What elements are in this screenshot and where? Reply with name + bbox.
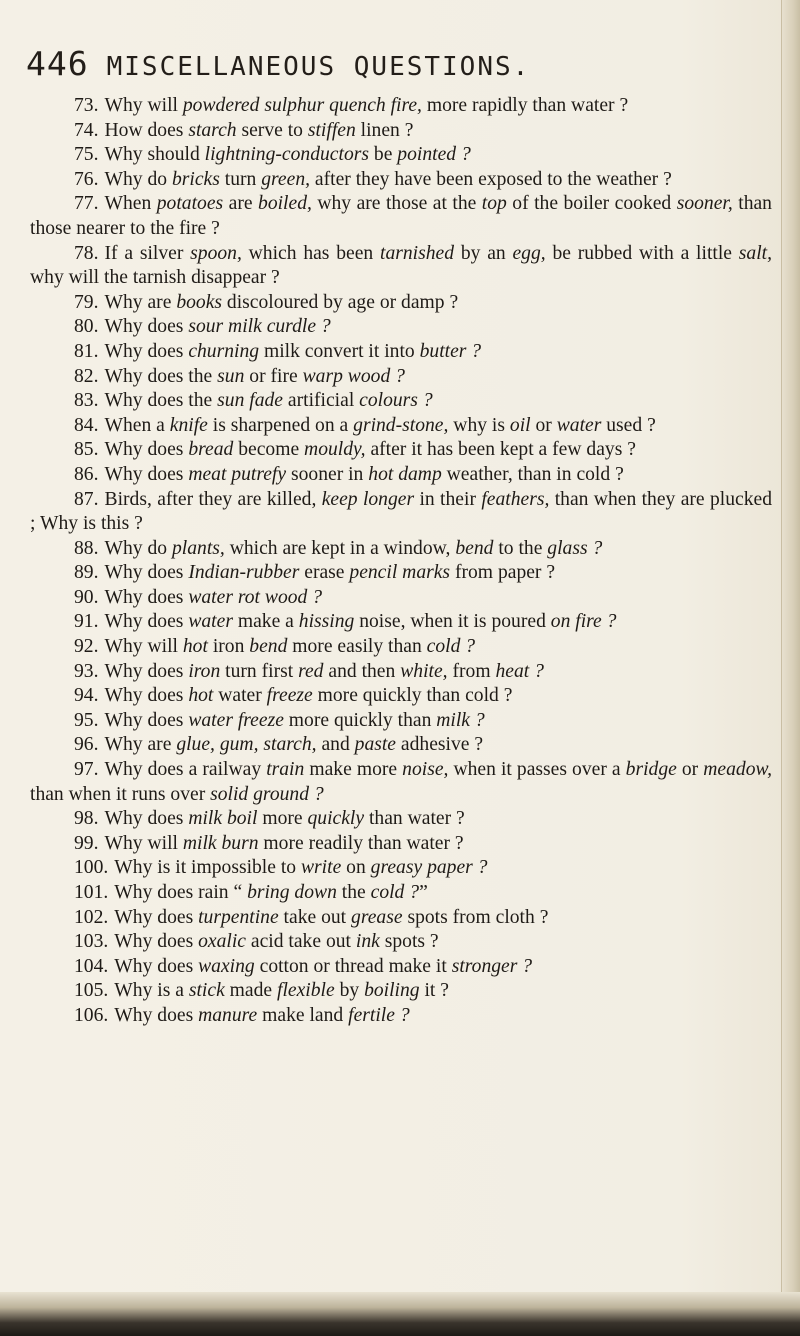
question-text: acid take out xyxy=(245,931,356,953)
question-item xyxy=(30,463,772,488)
question-emphasis: sun fade xyxy=(217,390,283,412)
question-text: than when they are plucked ; Why is this ? xyxy=(30,488,772,535)
question-emphasis: bricks xyxy=(171,168,220,190)
question-text: more xyxy=(257,808,308,830)
question-item xyxy=(30,168,772,193)
question-text: more readily than water ? xyxy=(258,832,464,854)
question-emphasis: hot xyxy=(182,636,208,658)
question-emphasis: water xyxy=(556,414,602,436)
question-text: by xyxy=(334,980,365,1002)
question-number: 91. xyxy=(74,611,99,633)
question-emphasis: glass ? xyxy=(547,537,603,559)
question-emphasis: cold ? xyxy=(426,636,476,658)
question-text: Why will xyxy=(104,636,183,658)
question-number: 74. xyxy=(74,119,99,141)
question-emphasis: potatoes xyxy=(156,193,224,215)
question-text: Why should xyxy=(104,144,205,166)
question-item xyxy=(30,365,772,390)
question-text: noise, when it is poured xyxy=(354,611,551,633)
question-item xyxy=(30,537,772,562)
question-emphasis: green, xyxy=(261,168,311,190)
question-text: turn xyxy=(219,168,262,190)
question-item xyxy=(30,635,772,660)
question-text: Why do xyxy=(104,168,172,190)
question-number: 94. xyxy=(74,685,99,707)
question-text: used ? xyxy=(601,414,656,436)
question-text: make land xyxy=(257,1004,349,1026)
question-number: 103. xyxy=(74,931,109,953)
question-text: Why does the xyxy=(104,365,218,387)
question-text: How does xyxy=(104,119,189,141)
question-number: 90. xyxy=(74,586,99,608)
question-text: If a silver xyxy=(104,242,191,264)
question-emphasis: milk burn xyxy=(182,832,259,854)
question-text: Why does a railway xyxy=(104,759,267,781)
question-emphasis: colours ? xyxy=(359,390,433,412)
question-text: serve to xyxy=(236,119,308,141)
question-emphasis: knife xyxy=(169,414,208,436)
question-emphasis: feathers, xyxy=(481,488,550,510)
question-emphasis: sooner, xyxy=(676,193,733,215)
question-item xyxy=(30,955,772,980)
page-edge xyxy=(781,0,800,1336)
question-emphasis: grind-stone, xyxy=(353,414,449,436)
question-emphasis: lightning-conductors xyxy=(204,144,369,166)
question-text: why is xyxy=(448,414,510,436)
question-number: 88. xyxy=(74,537,99,559)
question-text: than those nearer to the fire ? xyxy=(30,193,772,239)
question-text: after they have been exposed to the weather ? xyxy=(310,168,672,190)
question-emphasis: paste xyxy=(354,734,396,756)
question-emphasis: solid ground ? xyxy=(210,783,324,805)
question-emphasis: ink xyxy=(355,931,380,953)
question-emphasis: water xyxy=(188,611,233,633)
question-number: 89. xyxy=(74,562,99,584)
question-text: and then xyxy=(323,660,401,682)
question-text: When a xyxy=(104,414,170,436)
question-emphasis: stick xyxy=(188,980,225,1002)
question-emphasis: quickly xyxy=(307,808,365,830)
question-number: 92. xyxy=(74,636,99,658)
question-emphasis: bring down xyxy=(247,882,337,903)
question-text: Why does rain “ xyxy=(114,882,248,903)
question-number: 105. xyxy=(74,980,109,1002)
question-item xyxy=(30,119,772,144)
question-text: from xyxy=(447,660,496,682)
question-emphasis: freeze xyxy=(266,685,313,707)
question-number: 84. xyxy=(74,414,99,436)
question-item xyxy=(30,414,772,439)
question-emphasis: flexible xyxy=(277,980,335,1002)
question-item xyxy=(30,192,772,241)
running-head: MISCELLANEOUS QUESTIONS. xyxy=(106,52,531,82)
question-text: more quickly than cold ? xyxy=(312,685,513,707)
question-item xyxy=(30,930,772,955)
question-text: or xyxy=(676,759,704,781)
question-emphasis: stronger ? xyxy=(451,955,533,977)
question-emphasis: books xyxy=(176,291,223,313)
question-item xyxy=(30,291,772,316)
question-text: Why does xyxy=(104,685,189,707)
question-emphasis: oxalic xyxy=(198,931,246,953)
question-emphasis: fertile ? xyxy=(348,1004,410,1026)
question-text: and xyxy=(316,734,355,756)
question-text: Why does xyxy=(104,439,189,461)
question-emphasis: Indian-rubber xyxy=(188,562,300,584)
question-text: Why does xyxy=(104,586,189,608)
question-emphasis: churning xyxy=(188,340,260,362)
question-number: 93. xyxy=(74,660,99,682)
question-number: 96. xyxy=(74,734,99,756)
question-item xyxy=(30,709,772,734)
question-number: 87. xyxy=(74,488,99,510)
question-emphasis: oil xyxy=(509,414,531,436)
question-emphasis: pointed ? xyxy=(397,144,471,166)
question-number: 106. xyxy=(74,1004,109,1026)
question-text: make a xyxy=(232,611,299,633)
question-emphasis: warp wood ? xyxy=(302,365,405,387)
question-text: When xyxy=(104,193,157,215)
question-emphasis: boiling xyxy=(364,980,420,1002)
question-number: 76. xyxy=(74,168,99,190)
question-emphasis: cold ? xyxy=(370,882,420,903)
question-item xyxy=(30,906,772,931)
question-emphasis: starch xyxy=(188,119,237,141)
question-text: erase xyxy=(299,562,350,584)
question-emphasis: hot damp xyxy=(368,463,442,485)
question-item xyxy=(30,1004,772,1029)
page-number: 446 xyxy=(26,44,89,83)
question-text: Why does xyxy=(104,709,189,731)
question-text: the xyxy=(336,882,371,903)
question-text: is sharpened on a xyxy=(207,414,354,436)
question-text: Why does xyxy=(104,340,189,362)
question-text: cotton or thread make it xyxy=(254,955,452,977)
question-text: Why will xyxy=(104,95,183,116)
question-text: when it passes over a xyxy=(448,759,626,781)
question-emphasis: glue, gum, starch, xyxy=(176,734,317,756)
question-text: water xyxy=(213,685,267,707)
question-number: 102. xyxy=(74,906,109,928)
question-text: Why does xyxy=(104,562,189,584)
question-item xyxy=(30,340,772,365)
question-text: Why will xyxy=(104,832,183,854)
question-item xyxy=(30,561,772,586)
question-text: Why does xyxy=(114,906,199,928)
question-emphasis: meadow, xyxy=(703,759,773,781)
question-item xyxy=(30,807,772,832)
question-emphasis: manure xyxy=(198,1004,258,1026)
question-number: 83. xyxy=(74,390,99,412)
question-text: spots from cloth ? xyxy=(402,906,549,928)
question-emphasis: milk ? xyxy=(436,709,485,731)
question-number: 78. xyxy=(74,242,99,264)
question-text: iron xyxy=(207,636,250,658)
question-text: Why do xyxy=(104,537,172,559)
question-emphasis: hissing xyxy=(298,611,355,633)
question-emphasis: keep longer xyxy=(321,488,415,510)
question-text: Why does xyxy=(104,660,189,682)
question-emphasis: spoon, xyxy=(190,242,242,264)
question-number: 86. xyxy=(74,463,99,485)
question-text: weather, than in cold ? xyxy=(441,463,624,485)
question-emphasis: waxing xyxy=(198,955,255,977)
question-text: by an xyxy=(454,242,513,264)
page-header xyxy=(26,44,766,84)
question-emphasis: heat ? xyxy=(495,660,544,682)
question-number: 100. xyxy=(74,857,109,879)
question-number: 80. xyxy=(74,316,99,338)
question-text: take out xyxy=(278,906,352,928)
question-text: Why does xyxy=(114,931,199,953)
question-text: Why does xyxy=(104,316,189,338)
question-emphasis: greasy paper ? xyxy=(370,857,488,879)
question-emphasis: top xyxy=(481,193,507,215)
question-item xyxy=(30,438,772,463)
question-text: Why does xyxy=(104,611,189,633)
question-text: why will the tarnish disappear ? xyxy=(30,267,280,289)
page-bottom-shadow xyxy=(0,1292,800,1336)
question-emphasis: boiled, xyxy=(258,193,312,215)
question-item xyxy=(30,660,772,685)
question-emphasis: salt, xyxy=(738,242,772,264)
question-emphasis: bend xyxy=(249,636,288,658)
question-item xyxy=(30,315,772,340)
question-text: Birds, after they are killed, xyxy=(104,488,322,510)
question-text: artificial xyxy=(283,390,360,412)
question-text: Why is it impossible to xyxy=(114,857,301,879)
question-text: Why does xyxy=(114,1004,199,1026)
question-text: than water ? xyxy=(364,808,465,830)
question-text: more easily than xyxy=(287,636,427,658)
question-emphasis: sour milk curdle ? xyxy=(188,316,331,338)
question-text: Why does xyxy=(104,463,189,485)
question-number: 77. xyxy=(74,193,99,215)
question-text: made xyxy=(224,980,277,1002)
question-number: 79. xyxy=(74,291,99,313)
question-text: Why does the xyxy=(104,390,218,412)
question-text: Why are xyxy=(104,734,177,756)
question-number: 99. xyxy=(74,832,99,854)
question-emphasis: meat putrefy xyxy=(188,463,287,485)
question-emphasis: sun xyxy=(217,365,245,387)
question-text: Why are xyxy=(104,291,177,313)
question-text: be xyxy=(369,144,398,166)
question-text: be rubbed with a little xyxy=(545,242,739,264)
question-text: which has been xyxy=(241,242,380,264)
question-number: 75. xyxy=(74,144,99,166)
question-emphasis: bridge xyxy=(625,759,677,781)
question-text: linen ? xyxy=(355,119,414,141)
question-text: why are those at the xyxy=(311,193,482,215)
question-emphasis: white, xyxy=(400,660,448,682)
question-text: spots ? xyxy=(379,931,439,953)
question-emphasis: water rot wood ? xyxy=(188,586,323,608)
question-text: or xyxy=(530,414,557,436)
question-number: 82. xyxy=(74,365,99,387)
question-text: on xyxy=(341,857,371,879)
question-emphasis: noise, xyxy=(402,759,449,781)
question-emphasis: turpentine xyxy=(198,906,279,928)
question-item xyxy=(30,586,772,611)
question-item xyxy=(30,856,772,881)
question-text: discoloured by age or damp ? xyxy=(222,291,459,313)
question-text: become xyxy=(233,439,305,461)
question-number: 101. xyxy=(74,882,109,903)
question-text: are xyxy=(223,193,259,215)
question-text: which are kept in a window, xyxy=(224,537,456,559)
question-item xyxy=(30,488,772,537)
question-text: after it has been kept a few days ? xyxy=(365,439,636,461)
question-emphasis: train xyxy=(266,759,305,781)
question-text: to the xyxy=(493,537,548,559)
question-number: 104. xyxy=(74,955,109,977)
question-text: adhesive ? xyxy=(396,734,484,756)
question-number: 95. xyxy=(74,709,99,731)
question-item xyxy=(30,684,772,709)
question-number: 98. xyxy=(74,808,99,830)
question-emphasis: write xyxy=(300,857,342,879)
question-item xyxy=(30,832,772,857)
question-number: 73. xyxy=(74,95,99,116)
question-item xyxy=(30,94,772,119)
question-text: more rapidly than water ? xyxy=(421,95,629,116)
question-text: Why does xyxy=(114,955,199,977)
question-emphasis: iron xyxy=(188,660,221,682)
question-emphasis: red xyxy=(298,660,324,682)
question-text: make more xyxy=(304,759,403,781)
question-item xyxy=(30,143,772,168)
question-text: milk convert it into xyxy=(259,340,420,362)
question-emphasis: stiffen xyxy=(307,119,356,141)
question-text: sooner in xyxy=(286,463,369,485)
question-text: than when it runs over xyxy=(30,783,211,805)
question-text: Why does xyxy=(104,808,189,830)
question-number: 81. xyxy=(74,340,99,362)
question-emphasis: powdered sulphur quench fire, xyxy=(182,95,422,116)
question-list xyxy=(30,94,772,1029)
question-emphasis: water freeze xyxy=(188,709,284,731)
question-emphasis: bread xyxy=(188,439,234,461)
question-item xyxy=(30,610,772,635)
question-emphasis: milk boil xyxy=(188,808,258,830)
question-emphasis: egg, xyxy=(512,242,546,264)
question-text: ” xyxy=(419,882,428,903)
question-emphasis: on fire ? xyxy=(550,611,617,633)
question-text: turn first xyxy=(220,660,299,682)
question-emphasis: butter ? xyxy=(419,340,482,362)
question-item xyxy=(30,389,772,414)
question-emphasis: grease xyxy=(351,906,403,928)
question-number: 85. xyxy=(74,439,99,461)
question-text: more quickly than xyxy=(283,709,437,731)
question-emphasis: tarnished xyxy=(380,242,455,264)
question-emphasis: pencil marks xyxy=(349,562,451,584)
question-emphasis: hot xyxy=(188,685,214,707)
question-text: from paper ? xyxy=(450,562,556,584)
question-emphasis: mouldy, xyxy=(304,439,366,461)
question-number: 97. xyxy=(74,759,99,781)
question-text: Why is a xyxy=(114,980,189,1002)
question-text: it ? xyxy=(419,980,449,1002)
question-item xyxy=(30,979,772,1004)
question-text: of the boiler cooked xyxy=(506,193,677,215)
question-text: or fire xyxy=(244,365,303,387)
question-item xyxy=(30,242,772,291)
question-item xyxy=(30,758,772,807)
question-text: in their xyxy=(414,488,482,510)
question-emphasis: bend xyxy=(455,537,494,559)
question-item xyxy=(30,733,772,758)
question-item xyxy=(30,881,772,906)
question-emphasis: plants, xyxy=(171,537,225,559)
